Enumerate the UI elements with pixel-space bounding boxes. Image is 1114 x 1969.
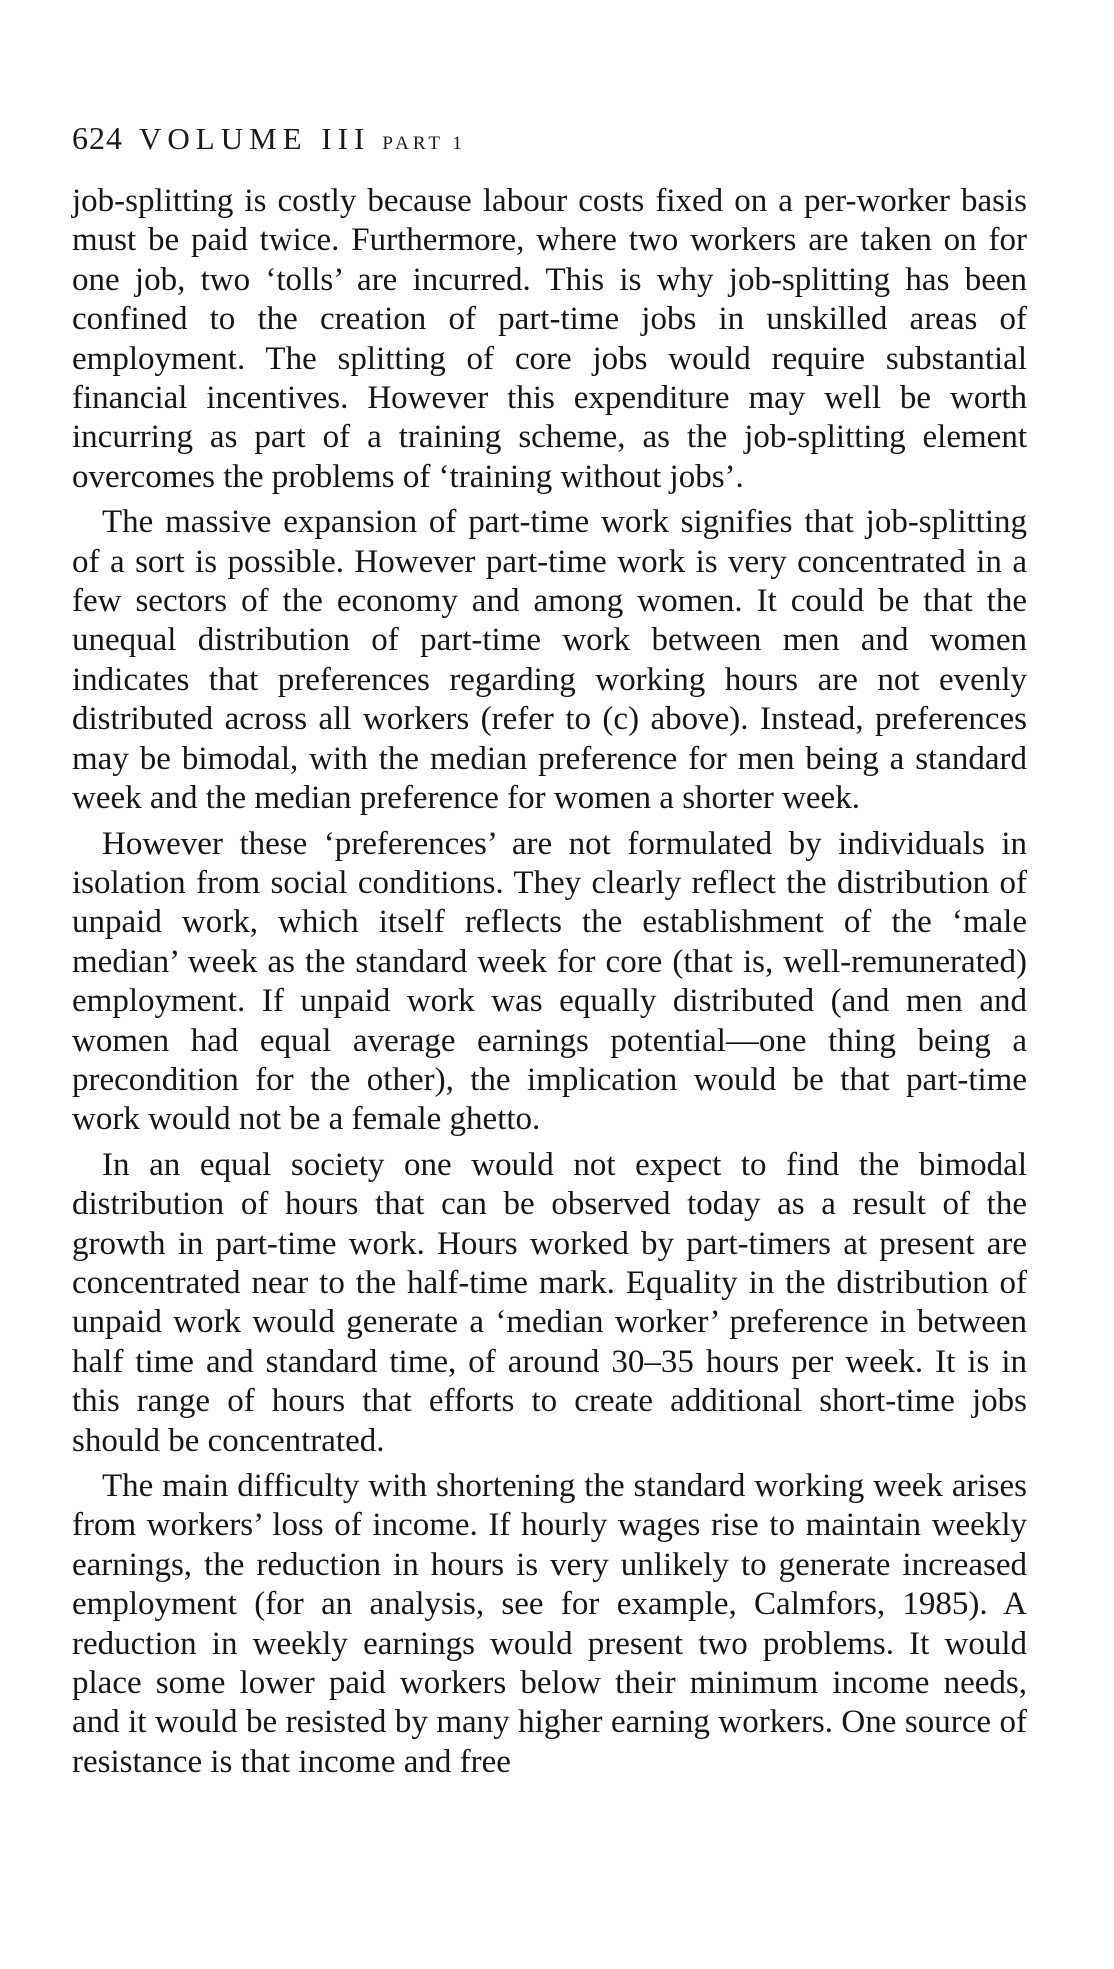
page-number: 624 [72, 120, 123, 156]
running-head [72, 118, 466, 158]
paragraph-continued: job-splitting is costly because labour costs fixed on a per-worker basis must be paid twice. Furthermore, where two workers are taken on for one job, two ‘tolls’ are incurred. This is why job-splitting has been confined to the creation of part-time jobs in unskilled areas of employment. The splitting of core jobs would require substantial financial incentives. However this expenditure may well be worth incurring as part of a training scheme, as the job-splitting element overcomes the problems of ‘training without jobs’. [72, 183, 1027, 495]
paragraph-income-loss: The main difficulty with shortening the standard working week arises from workers’ loss of income. If hourly wages rise to maintain weekly earnings, the reduction in hours is very unlikely to generate increased employment (for an analysis, see for example, Calmfors, 1985). A reduction in weekly earnings would present two problems. It would place some lower paid workers below their minimum income needs, and it would be resisted by many higher earning workers. One source of resistance is that income and free [72, 1468, 1027, 1780]
paragraph-preferences: However these ‘preferences’ are not formulated by individuals in isolation from social conditions. They clearly reflect the distribution of unpaid work, which itself reflects the establishment of the ‘male median’ week as the standard week for core (that is, well-remunerated) employment. If unpaid work was equally distributed (and men and women had equal average earnings potential—one thing being a precondition for the other), the implication would be that part-time work would not be a female ghetto. [72, 825, 1027, 1138]
paragraph-equal-society: In an equal society one would not expect to find the bimodal distribution of hours that can be observed today as a result of the growth in part-time work. Hours worked by part-timers at present are concentrated near to the half-time mark. Equality in the distribution of unpaid work would generate a ‘median worker’ preference in between half time and standard time, of around 30–35 hours per week. It is in this range of hours that efforts to create additional short-time jobs should be concentrated. [72, 1146, 1027, 1459]
volume-label: VOLUME III [139, 121, 371, 156]
part-label: PART 1 [382, 133, 466, 154]
paragraph-part-time-expansion: The massive expansion of part-time work signifies that job-splitting of a sort is possible. However part-time work is very concentrated in a few sectors of the economy and among women. It could be that the unequal distribution of part-time work between men and women indicates that preferences regarding working hours are not evenly distributed across all workers (refer to (c) above). Instead, preferences may be bimodal, with the median preference for men being a standard week and the median preference for women a shorter week. [72, 504, 1027, 817]
body-text [72, 182, 1027, 1788]
